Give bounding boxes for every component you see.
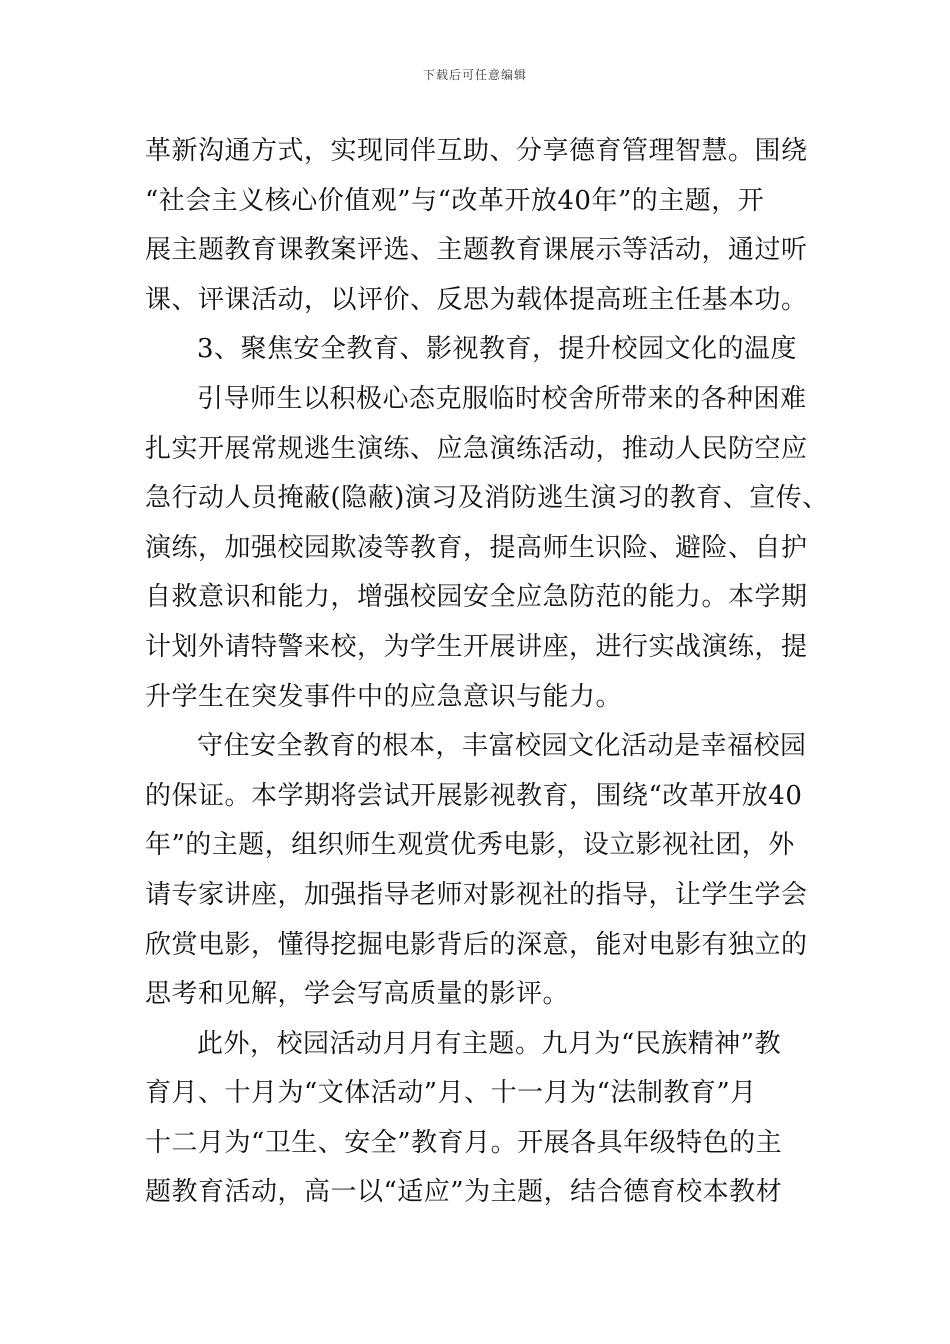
text-line: 急行动人员掩蔽(隐蔽)演习及消防逃生演习的教育、宣传、	[145, 483, 829, 514]
text-line: 年”的主题，组织师生观赏优秀电影，设立影视社团，外	[145, 830, 795, 861]
text-line: 此外，校园活动月月有主题。九月为“民族精神”教	[197, 1028, 782, 1059]
text-line: 升学生在突发事件中的应急意识与能力。	[145, 681, 623, 712]
text-line: 欣赏电影，懂得挖掘电影背后的深意，能对电影有独立的	[145, 929, 808, 960]
text-line: “社会主义核心价值观”与“改革开放40年”的主题，开	[145, 185, 765, 216]
text-line: 育月、十月为“文体活动”月、十一月为“法制教育”月	[145, 1078, 757, 1109]
header-note: 下载后可任意编辑	[422, 68, 527, 82]
text-line: 请专家讲座，加强指导老师对影视社的指导，让学生学会	[145, 879, 808, 910]
text-line: 扎实开展常规逃生演练、应急演练活动，推动人民防空应	[145, 433, 808, 464]
text-line: 自救意识和能力，增强校园安全应急防范的能力。本学期	[145, 582, 808, 613]
text-line: 题教育活动，高一以“适应”为主题，结合德育校本教材	[145, 1177, 783, 1208]
text-line: 革新沟通方式，实现同伴互助、分享德育管理智慧。围绕	[145, 136, 808, 166]
text-line: 思考和见解，学会写高质量的影评。	[145, 979, 570, 1010]
text-line: 计划外请特警来校，为学生开展讲座，进行实战演练，提	[145, 631, 808, 662]
text-line: 十二月为“卫生、安全”教育月。开展各具年级特色的主	[145, 1127, 783, 1158]
text-line: 课、评课活动，以评价、反思为载体提高班主任基本功。	[145, 284, 808, 315]
text-line: 展主题教育课教案评选、主题教育课展示等活动，通过听	[145, 235, 808, 266]
section-heading: 3、聚焦安全教育、影视教育，提升校园文化的温度	[197, 334, 798, 365]
body-text	[145, 127, 829, 1218]
text-line: 引导师生以积极心态克服临时校舍所带来的各种困难	[197, 383, 807, 414]
text-line: 的保证。本学期将尝试开展影视教育，围绕“改革开放40	[145, 780, 803, 811]
text-line: 守住安全教育的根本，丰富校园文化活动是幸福校园	[197, 731, 807, 762]
text-line: 演练，加强校园欺凌等教育，提高师生识险、避险、自护	[145, 532, 808, 563]
